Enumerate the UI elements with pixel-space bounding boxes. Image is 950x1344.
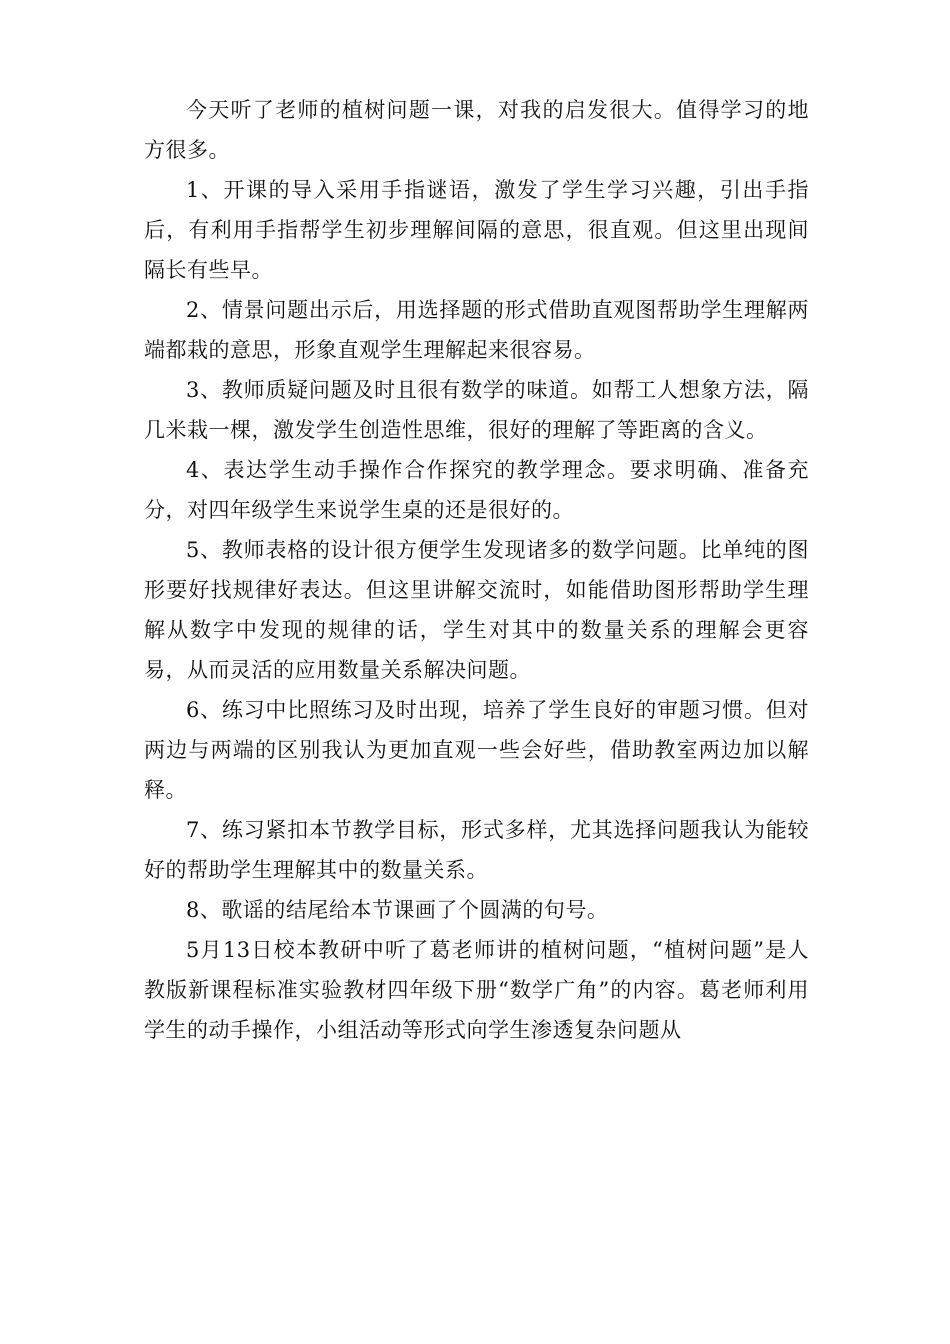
paragraph-intro: 今天听了老师的植树问题一课，对我的启发很大。值得学习的地方很多。 — [144, 98, 809, 162]
document-body — [144, 90, 809, 1050]
paragraph-point-8: 8、歌谣的结尾给本节课画了个圆满的句号。 — [186, 898, 609, 922]
paragraph-point-7: 7、练习紧扣本节教学目标，形式多样，尤其选择问题我认为能较好的帮助学生理解其中的数量关系。 — [144, 818, 809, 882]
paragraph-point-6: 6、练习中比照练习及时出现，培养了学生良好的审题习惯。但对两边与两端的区别我认为更加直观一些会好些，借助教室两边加以解释。 — [144, 698, 809, 802]
paragraph-point-4: 4、表达学生动手操作合作探究的教学理念。要求明确、准备充分，对四年级学生来说学生桌的还是很好的。 — [144, 458, 809, 522]
paragraph-point-2: 2、情景问题出示后，用选择题的形式借助直观图帮助学生理解两端都栽的意思，形象直观学生理解起来很容易。 — [144, 298, 809, 362]
paragraph-point-3: 3、教师质疑问题及时且很有数学的味道。如帮工人想象方法，隔几米栽一棵，激发学生创造性思维，很好的理解了等距离的含义。 — [144, 378, 809, 442]
paragraph-point-5: 5、教师表格的设计很方便学生发现诸多的数学问题。比单纯的图形要好找规律好表达。但这里讲解交流时，如能借助图形帮助学生理解从数字中发现的规律的话，学生对其中的数量关系的理解会更容易，从而灵活的应用数量关系解决问题。 — [144, 538, 809, 682]
paragraph-second-reflection: 5月13日校本教研中听了葛老师讲的植树问题，“植树问题”是人教版新课程标准实验教材四年级下册“数学广角”的内容。葛老师利用学生的动手操作，小组活动等形式向学生渗透复杂问题从 — [144, 938, 809, 1042]
paragraph-point-1: 1、开课的导入采用手指谜语，激发了学生学习兴趣，引出手指后，有利用手指帮学生初步理解间隔的意思，很直观。但这里出现间隔长有些早。 — [144, 178, 809, 282]
